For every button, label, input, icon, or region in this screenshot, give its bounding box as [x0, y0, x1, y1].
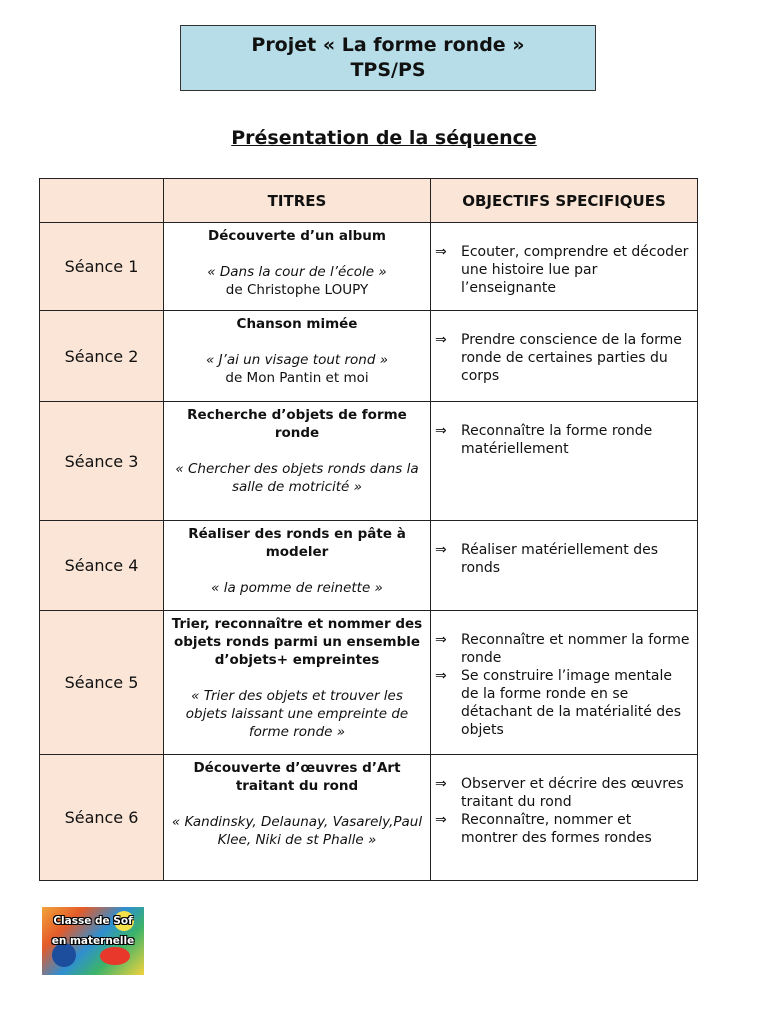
seance-label: Séance 5 — [40, 611, 164, 755]
seance-label: Séance 3 — [40, 402, 164, 521]
titre-detail: « J’ai un visage tout rond » — [205, 352, 389, 368]
table-row — [40, 755, 698, 881]
seance-label: Séance 2 — [40, 311, 164, 402]
list-item: ⇒ Prendre conscience de la forme ronde de certaines parties du corps — [435, 332, 682, 384]
project-level: TPS/PS — [350, 59, 426, 81]
titre-detail: « Chercher des objets ronds dans la salle de motricité » — [175, 461, 419, 495]
arrow-icon: ⇒ — [435, 812, 447, 828]
table-row — [40, 402, 698, 521]
table-row — [40, 311, 698, 402]
list-item: ⇒ Ecouter, comprendre et décoder une histoire lue par l’enseignante — [435, 244, 689, 296]
objectifs-cell — [431, 223, 698, 311]
titre-cell — [164, 223, 431, 311]
header-empty-cell — [40, 179, 164, 223]
table-header-row — [40, 179, 698, 223]
titre-cell — [164, 402, 431, 521]
list-item: ⇒ Reconnaître la forme ronde matériellement — [435, 423, 653, 457]
titre-heading: Découverte d’un album — [208, 228, 386, 244]
list-item: ⇒ Reconnaître et nommer la forme ronde — [435, 632, 690, 666]
titre-detail: « Dans la cour de l’école » — [207, 264, 387, 280]
arrow-icon: ⇒ — [435, 423, 447, 439]
seance-label: Séance 6 — [40, 755, 164, 881]
titre-detail: de Mon Pantin et moi — [225, 370, 369, 386]
table-row — [40, 521, 698, 611]
titre-cell — [164, 611, 431, 755]
arrow-icon: ⇒ — [435, 542, 447, 558]
titre-heading: Découverte d’œuvres d’Art traitant du rond — [193, 760, 401, 794]
logo-text: Classe de Sof — [53, 915, 133, 927]
titre-heading: Chanson mimée — [236, 316, 358, 332]
seance-label: Séance 1 — [40, 223, 164, 311]
project-title: Projet « La forme ronde » — [251, 34, 525, 56]
seance-label: Séance 4 — [40, 521, 164, 611]
list-item: ⇒ Reconnaître, nommer et montrer des formes rondes — [435, 812, 652, 846]
titre-cell — [164, 311, 431, 402]
objectifs-cell — [431, 755, 698, 881]
arrow-icon: ⇒ — [435, 244, 447, 260]
arrow-icon: ⇒ — [435, 776, 447, 792]
arrow-icon: ⇒ — [435, 632, 447, 648]
sequence-heading: Présentation de la séquence — [231, 127, 537, 149]
titre-detail: de Christophe LOUPY — [225, 282, 369, 298]
objectifs-cell — [431, 311, 698, 402]
objectifs-cell — [431, 402, 698, 521]
arrow-icon: ⇒ — [435, 332, 447, 348]
arrow-icon: ⇒ — [435, 668, 447, 684]
list-item: ⇒ Réaliser matériellement des ronds — [435, 542, 659, 576]
titre-detail: « la pomme de reinette » — [211, 580, 383, 596]
titre-cell — [164, 521, 431, 611]
titre-heading: Recherche d’objets de forme ronde — [187, 407, 407, 441]
class-logo — [42, 907, 144, 975]
list-item: ⇒ Se construire l’image mentale de la forme ronde en se détachant de la matérialité des objets — [435, 668, 682, 738]
sequence-table — [39, 178, 698, 881]
logo-text: en maternelle — [51, 935, 135, 947]
table-row — [40, 611, 698, 755]
list-item: ⇒ Observer et décrire des œuvres traitant du rond — [435, 776, 684, 810]
titre-detail: « Kandinsky, Delaunay, Vasarely,Paul Klee, Niki de st Phalle » — [171, 814, 423, 848]
titre-heading: Trier, reconnaître et nommer des objets ronds parmi un ensemble d’objets+ empreintes — [171, 616, 423, 668]
objectifs-cell — [431, 521, 698, 611]
header-titres: TITRES — [164, 179, 431, 223]
titre-detail: « Trier des objets et trouver les objets laissant une empreinte de forme ronde » — [185, 688, 409, 740]
objectifs-cell — [431, 611, 698, 755]
titre-heading: Réaliser des ronds en pâte à modeler — [188, 526, 406, 560]
table-row — [40, 223, 698, 311]
header-objectifs: OBJECTIFS SPECIFIQUES — [431, 179, 698, 223]
titre-cell — [164, 755, 431, 881]
project-title-box — [180, 25, 596, 91]
